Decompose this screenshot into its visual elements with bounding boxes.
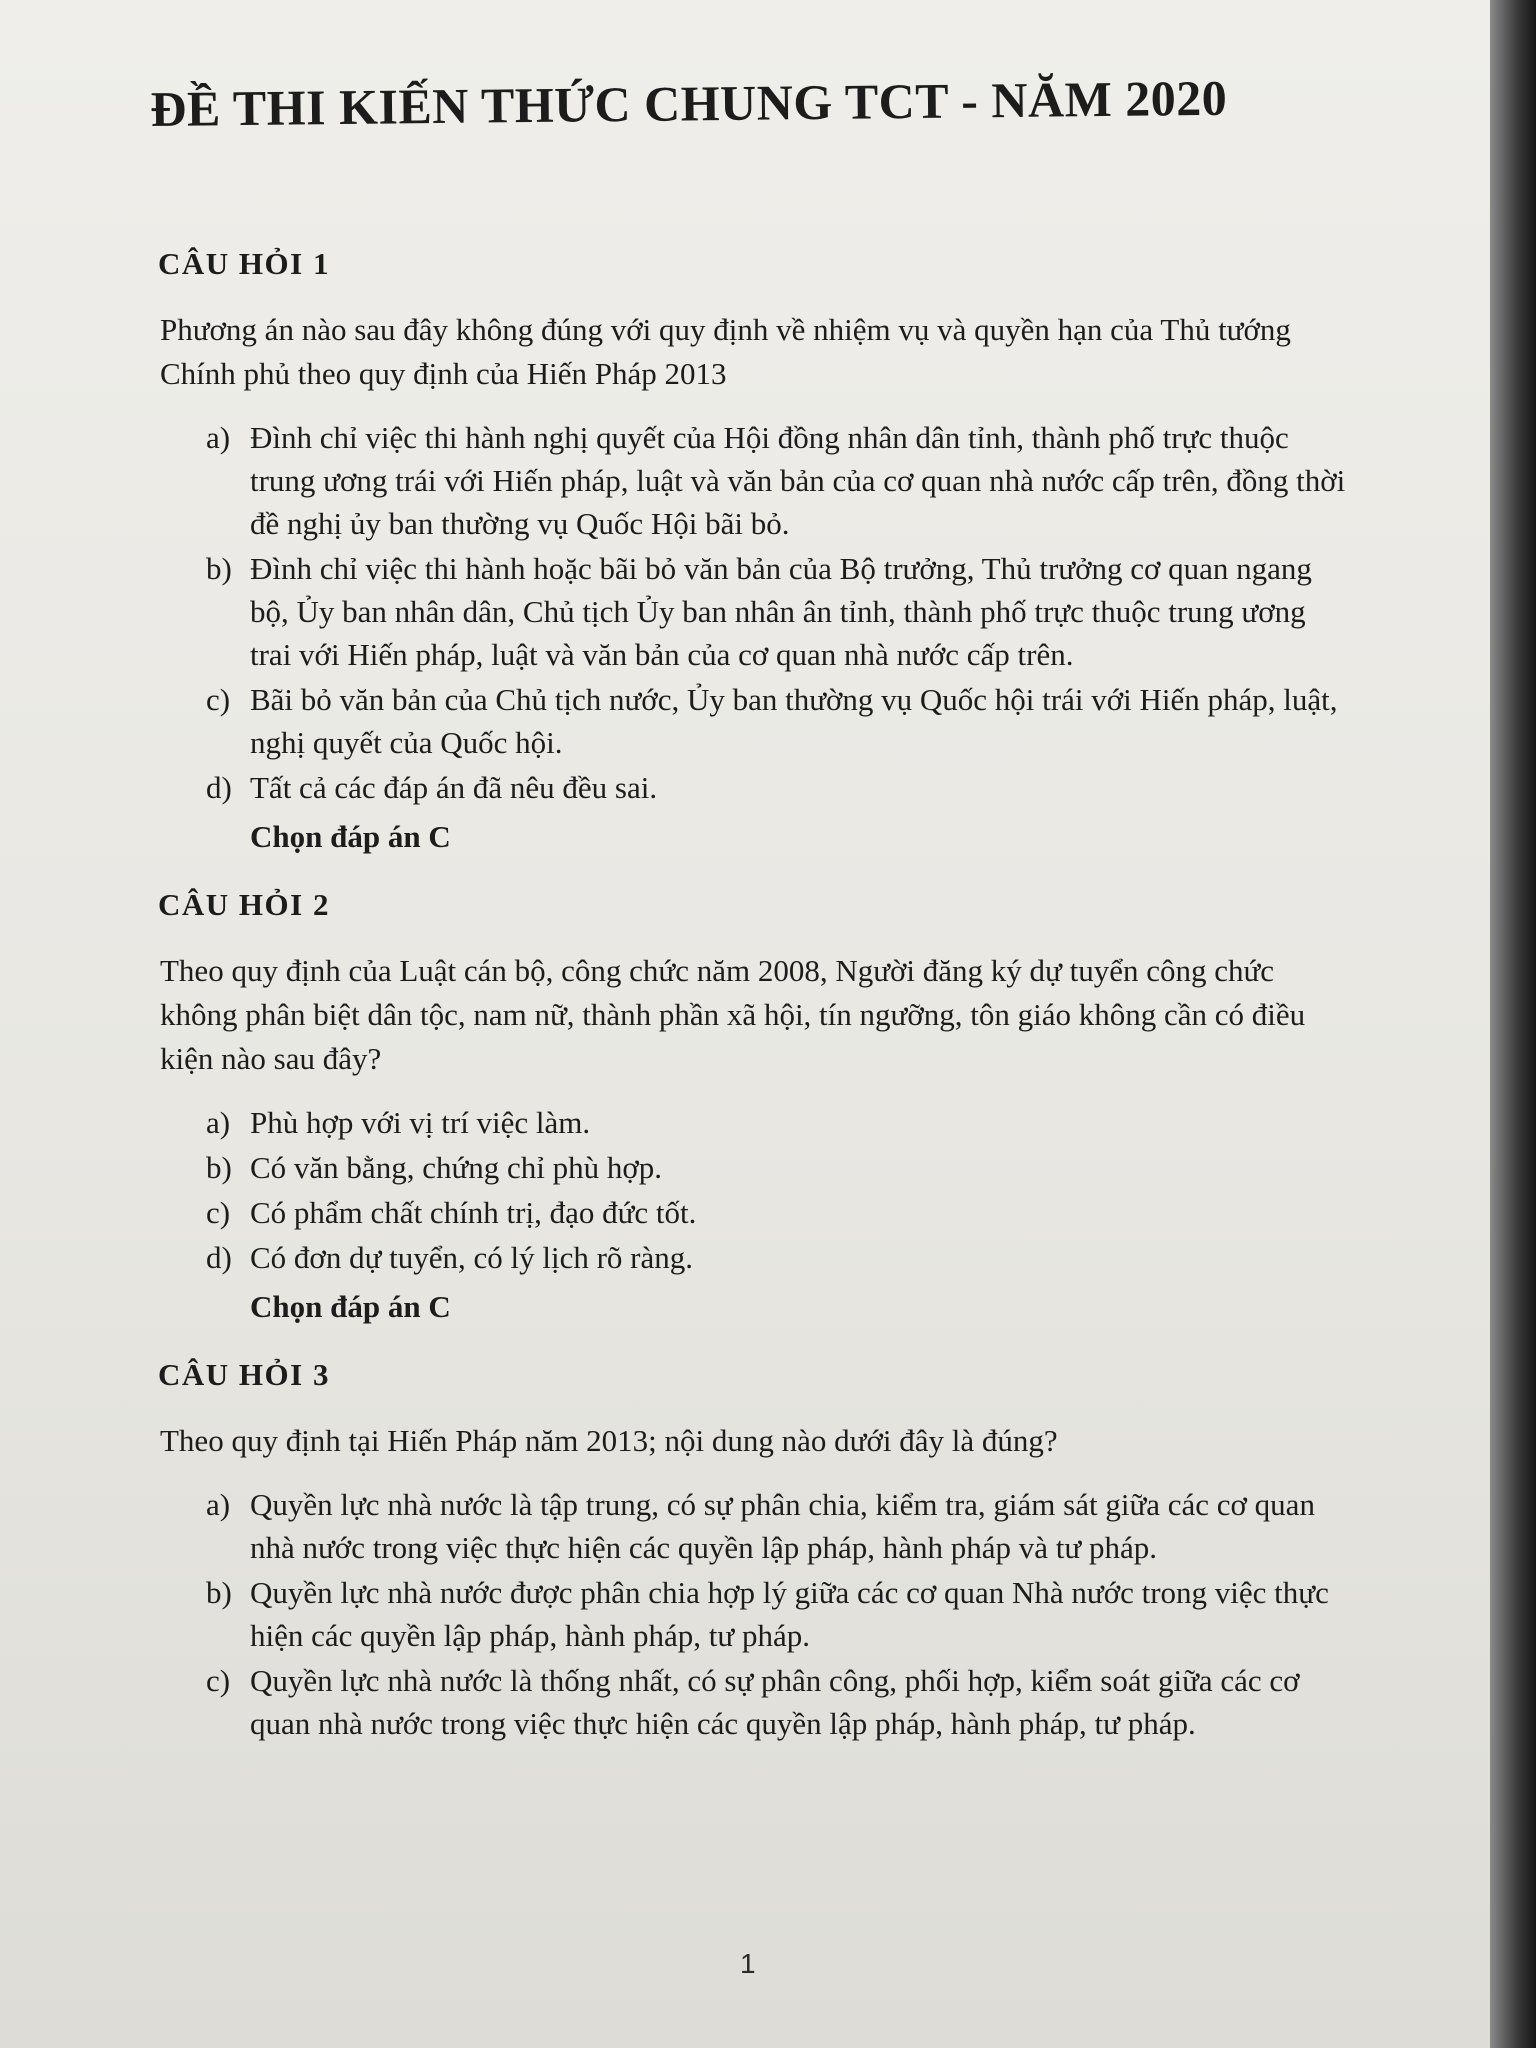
option-letter: a) [206,1487,231,1522]
document-title: ĐỀ THI KIẾN THỨC CHUNG TCT - NĂM 2020 [150,69,1228,137]
option-text: Có văn bằng, chứng chỉ phù hợp. [250,1150,663,1185]
option-list [206,1101,1350,1279]
question-3 [150,1357,1350,1745]
option-text: Có phẩm chất chính trị, đạo đức tốt. [250,1195,697,1230]
option-text: Đình chỉ việc thi hành nghị quyết của Hội đồng nhân dân tỉnh, thành phố trực thuộc trung ương trái với Hiến pháp, luật và văn bản của cơ quan nhà nước cấp trên, đồng thời đề nghị ủy ban thường vụ Quốc Hội bãi bỏ. [250,420,1346,541]
option-text: Có đơn dự tuyển, có lý lịch rõ ràng. [250,1240,694,1275]
option-item [206,678,1350,764]
option-letter: b) [206,551,232,586]
option-letter: b) [206,1575,232,1610]
page-number: 1 [740,1948,756,1979]
option-item [206,1659,1350,1745]
option-item [206,416,1350,545]
question-heading: CÂU HỎI 1 [158,246,330,281]
option-item [206,1146,1350,1189]
option-letter: d) [206,1240,232,1275]
option-letter: b) [206,1150,232,1185]
answer-label: Chọn đáp án C [250,1289,451,1324]
question-text: Theo quy định tại Hiến Pháp năm 2013; nội dung nào dưới đây là đúng? [160,1423,1058,1458]
option-list [206,1483,1350,1745]
question-1 [150,246,1350,859]
option-letter: a) [206,420,231,455]
option-letter: c) [206,1663,231,1698]
option-letter: a) [206,1105,231,1140]
option-list [206,416,1350,809]
question-text: Phương án nào sau đây không đúng với quy định về nhiệm vụ và quyền hạn của Thủ tướng Chính phủ theo quy định của Hiến Pháp 2013 [160,312,1291,391]
option-text: Quyền lực nhà nước là tập trung, có sự phân chia, kiểm tra, giám sát giữa các cơ quan nhà nước trong việc thực hiện các quyền lập pháp, hành pháp và tư pháp. [250,1487,1315,1565]
option-item [206,1101,1350,1144]
option-item [206,547,1350,676]
question-heading: CÂU HỎI 2 [158,887,330,922]
option-item [206,766,1350,809]
question-text: Theo quy định của Luật cán bộ, công chức năm 2008, Người đăng ký dự tuyển công chức không phân biệt dân tộc, nam nữ, thành phần xã hội, tín ngưỡng, tôn giáo không cần có điều kiện nào sau đây? [160,953,1306,1076]
option-text: Đình chỉ việc thi hành hoặc bãi bỏ văn bản của Bộ trưởng, Thủ trưởng cơ quan ngang bộ, Ủy ban nhân dân, Chủ tịch Ủy ban nhân ân tỉnh, thành phố trực thuộc trung ương trai với Hiến pháp, luật và văn bản của cơ quan nhà nước cấp trên. [250,551,1312,672]
option-item [206,1483,1350,1569]
option-text: Tất cả các đáp án đã nêu đều sai. [250,770,658,805]
option-item [206,1236,1350,1279]
option-letter: c) [206,682,231,717]
option-letter: d) [206,770,232,805]
option-letter: c) [206,1195,231,1230]
option-item [206,1571,1350,1657]
question-2 [150,887,1350,1329]
question-heading: CÂU HỎI 3 [158,1357,330,1392]
answer-label: Chọn đáp án C [250,819,451,854]
option-text: Bãi bỏ văn bản của Chủ tịch nước, Ủy ban thường vụ Quốc hội trái với Hiến pháp, luật, nghị quyết của Quốc hội. [250,682,1338,760]
document-content [150,69,1350,1751]
option-text: Quyền lực nhà nước được phân chia hợp lý giữa các cơ quan Nhà nước trong việc thực hiện các quyền lập pháp, hành pháp, tư pháp. [250,1575,1329,1653]
option-item [206,1191,1350,1234]
page-shadow-edge [1490,0,1536,2048]
option-text: Phù hợp với vị trí việc làm. [250,1105,591,1140]
option-text: Quyền lực nhà nước là thống nhất, có sự phân công, phối hợp, kiểm soát giữa các cơ quan nhà nước trong việc thực hiện các quyền lập pháp, hành pháp, tư pháp. [250,1663,1300,1741]
